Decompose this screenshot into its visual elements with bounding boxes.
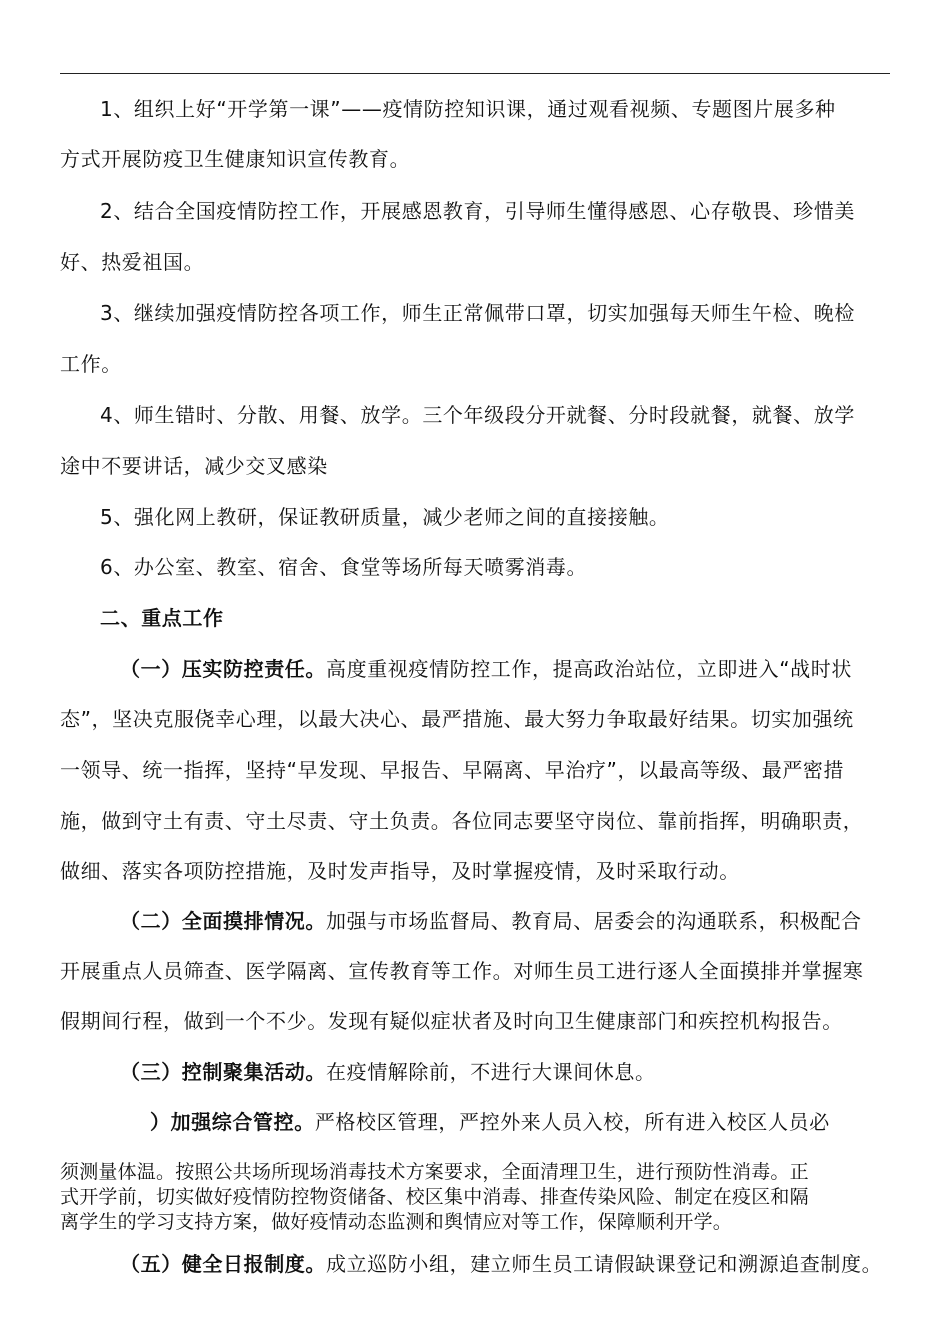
para-4-text: 严格校区管理，严控外来人员入校，所有进入校区人员必 [314, 1110, 830, 1134]
para-3-line-1 [120, 1059, 656, 1085]
para-5-line-1 [120, 1251, 882, 1277]
para-1-line-3: 一领导、统一指挥，坚持“早发现、早报告、早隔离、早治疗”，以最高等级、最严密措 [60, 758, 845, 782]
para-3-text: 在疫情解除前，不进行大课间休息。 [326, 1060, 656, 1084]
item-1-line-2: 方式开展防疫卫生健康知识宣传教育。 [60, 147, 411, 171]
para-4-line-2: 须测量体温。按照公共场所现场消毒技术方案要求，全面清理卫生，进行预防性消毒。正 [60, 1161, 809, 1183]
para-2-line-1 [120, 908, 862, 934]
section-heading-2: 二、重点工作 [100, 606, 224, 630]
para-2-heading: （二）全面摸排情况。 [120, 909, 326, 933]
para-5-text: 成立巡防小组，建立师生员工请假缺课登记和溯源追查制度。 [326, 1252, 883, 1276]
item-3-line-2: 工作。 [60, 352, 122, 376]
para-2-text: 加强与市场监督局、教育局、居委会的沟通联系，积极配合 [326, 909, 862, 933]
para-4-heading: ）加强综合管控。 [150, 1110, 315, 1134]
para-1-line-1 [120, 656, 852, 682]
para-4-line-3: 式开学前，切实做好疫情防控物资储备、校区集中消毒、排查传染风险、制定在疫区和隔 [60, 1186, 809, 1208]
header-rule [60, 73, 890, 74]
item-4-line-2: 途中不要讲话，减少交叉感染 [60, 454, 328, 478]
para-1-line-2: 态”，坚决克服侥幸心理，以最大决心、最严措施、最大努力争取最好结果。切实加强统 [60, 707, 854, 731]
item-1-line-1: 1、组织上好“开学第一课”——疫情防控知识课，通过观看视频、专题图片展多种 [100, 97, 836, 121]
item-3-line-1: 3、继续加强疫情防控各项工作，师生正常佩带口罩，切实加强每天师生午检、晚检 [100, 301, 855, 325]
item-5: 5、强化网上教研，保证教研质量，减少老师之间的直接接触。 [100, 505, 670, 529]
item-4-line-1: 4、师生错时、分散、用餐、放学。三个年级段分开就餐、分时段就餐，就餐、放学 [100, 403, 855, 427]
item-2-line-1: 2、结合全国疫情防控工作，开展感恩教育，引导师生懂得感恩、心存敬畏、珍惜美 [100, 199, 855, 223]
para-3-heading: （三）控制聚集活动。 [120, 1060, 326, 1084]
para-4-line-1 [150, 1109, 830, 1135]
para-5-heading: （五）健全日报制度。 [120, 1252, 326, 1276]
para-1-line-5: 做细、落实各项防控措施，及时发声指导，及时掌握疫情，及时采取行动。 [60, 859, 740, 883]
para-1-line-4: 施，做到守土有责、守土尽责、守土负责。各位同志要坚守岗位、靠前指挥，明确职责， [60, 809, 864, 833]
para-2-line-2: 开展重点人员筛查、医学隔离、宣传教育等工作。对师生员工进行逐人全面摸排并掌握寒 [60, 959, 864, 983]
item-6: 6、办公室、教室、宿舍、食堂等场所每天喷雾消毒。 [100, 555, 588, 579]
item-2-line-2: 好、热爱祖国。 [60, 250, 205, 274]
para-2-line-3: 假期间行程，做到一个不少。发现有疑似症状者及时向卫生健康部门和疾控机构报告。 [60, 1009, 843, 1033]
para-4-line-4: 离学生的学习支持方案，做好疫情动态监测和舆情应对等工作，保障顺利开学。 [60, 1211, 733, 1233]
para-1-text: 高度重视疫情防控工作，提高政治站位，立即进入“战时状 [326, 657, 852, 681]
para-1-heading: （一）压实防控责任。 [120, 657, 326, 681]
